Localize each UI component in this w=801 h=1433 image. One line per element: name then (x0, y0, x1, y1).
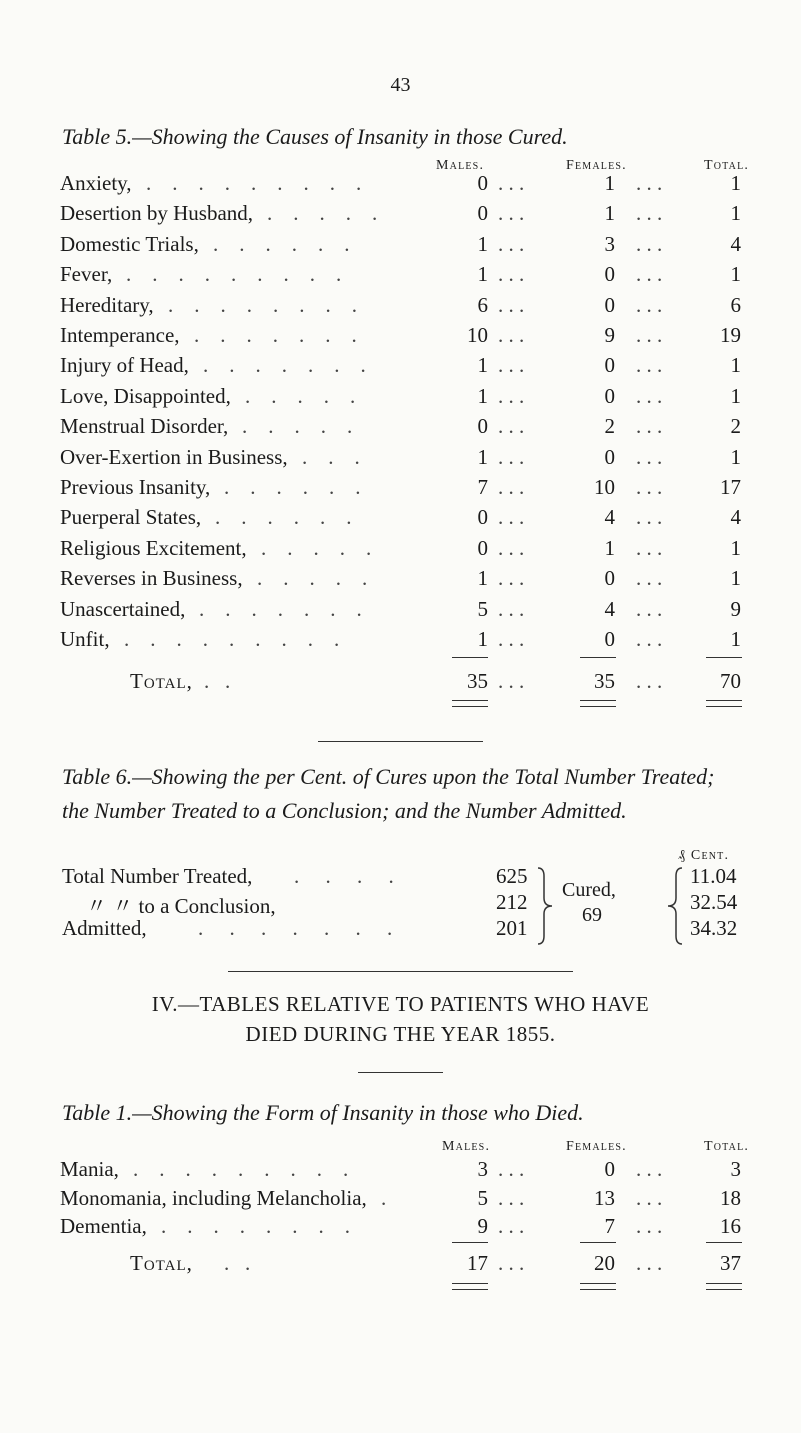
table1-dbl-males (452, 1283, 488, 1290)
row-females: 0 (604, 1157, 615, 1181)
table5-dbl-total (706, 700, 742, 707)
row-males: 1 (477, 444, 488, 469)
row-dots: . . . . . . (215, 505, 352, 530)
row-males: 0 (477, 414, 488, 439)
row-dots-2: . . . (498, 262, 525, 287)
row-females: 1 (604, 171, 615, 195)
row-dots: . . . . . . (213, 231, 350, 256)
table1-row (0, 1186, 801, 1216)
table1-total-row (0, 1251, 801, 1281)
table6-value: 201 (496, 916, 528, 940)
row-dots-2: . . . (498, 535, 525, 560)
row-males: 1 (477, 627, 488, 651)
row-label: Intemperance, (60, 323, 180, 347)
table5-row (0, 597, 801, 627)
row-dots: . . . . . . . (194, 323, 357, 347)
row-dots-3: . . . (636, 414, 663, 439)
row-dots-2: . . . (498, 353, 525, 378)
table6-dots: . . . . . . . (198, 916, 393, 940)
row-dots: . . . (302, 444, 360, 469)
table1-total-dots-3: . . . (636, 1251, 663, 1275)
table5-total-row (0, 669, 801, 699)
row-label: Unfit, (60, 627, 110, 651)
table6-cured-label: Cured, (562, 879, 616, 901)
table1-header-females: Females. (566, 1139, 627, 1154)
table1-rule-females (580, 1242, 616, 1243)
table5-total-females: 35 (594, 669, 615, 693)
table1-total-females: 20 (594, 1251, 615, 1275)
table5-caption: Table 5.—Showing the Causes of Insanity in those Cured. (62, 124, 568, 149)
row-total: 17 (720, 475, 741, 499)
page-number: 43 (390, 74, 411, 96)
table5-rule-males (452, 657, 488, 658)
table6-value: 212 (496, 890, 528, 914)
table5-header-females: Females. (566, 158, 627, 173)
row-total: 2 (730, 414, 741, 439)
row-label: Hereditary, (60, 292, 154, 317)
table5-row (0, 566, 801, 596)
row-males: 1 (477, 231, 488, 256)
row-dots-3: . . . (636, 383, 663, 408)
row-label: Fever, (60, 262, 113, 287)
row-label: Religious Excitement, (60, 535, 247, 560)
table6-brace-right (664, 866, 686, 946)
row-females: 0 (604, 292, 615, 317)
row-total: 19 (720, 323, 741, 347)
row-females: 10 (594, 475, 615, 499)
table1-rule-males (452, 1242, 488, 1243)
row-total: 4 (730, 231, 741, 256)
row-dots: . (381, 1185, 387, 1210)
table1-header-males: Males. (442, 1139, 491, 1154)
table5-row (0, 384, 801, 414)
table6-caption: Table 6.—Showing the per Cent. of Cures upon the Total Number Treated; the Number Treated to a Conclusion; and the Number Admitted. (62, 764, 715, 823)
row-dots-2: . . . (498, 171, 525, 195)
row-females: 4 (604, 505, 615, 530)
row-total: 1 (730, 627, 741, 651)
row-label: Puerperal States, (60, 505, 202, 530)
row-dots-3: . . . (636, 292, 663, 317)
table5-row (0, 232, 801, 262)
row-males: 1 (477, 566, 488, 591)
table5-total-total: 70 (720, 669, 741, 693)
table6-per-cent-header: ₰ Cent. (678, 848, 730, 863)
divider-3 (358, 1072, 443, 1073)
row-dots-2: . . . (498, 383, 525, 408)
table1-dbl-total (706, 1283, 742, 1290)
row-females: 2 (604, 414, 615, 439)
row-dots: . . . . . . . (203, 353, 366, 378)
table1-row (0, 1157, 801, 1187)
row-females: 13 (594, 1185, 615, 1210)
table5-rule-females (580, 657, 616, 658)
row-dots: . . . . . (245, 383, 356, 408)
table5-row (0, 505, 801, 535)
row-total: 1 (730, 383, 741, 408)
table5-rule-total (706, 657, 742, 658)
row-dots-2: . . . (498, 201, 525, 226)
row-males: 0 (477, 535, 488, 560)
row-total: 1 (730, 535, 741, 560)
table5-row (0, 627, 801, 657)
row-dots: . . . . . . . . . (126, 262, 342, 287)
row-dots-2: . . . (498, 292, 525, 317)
row-total: 1 (730, 262, 741, 287)
row-dots-2: . . . (498, 566, 525, 591)
table6-label: Total Number Treated, (62, 864, 253, 888)
row-total: 1 (730, 353, 741, 378)
row-label: Monomania, including Melancholia, (60, 1185, 367, 1210)
row-males: 0 (477, 201, 488, 226)
table6-cured-value: 69 (582, 904, 602, 926)
table1-rule-total (706, 1242, 742, 1243)
row-dots: . . . . . (267, 201, 378, 226)
table5-total-dots-2: . . . (498, 669, 525, 693)
row-males: 1 (477, 383, 488, 408)
table5-header-males: Males. (436, 158, 485, 173)
row-females: 9 (604, 323, 615, 347)
row-dots-2: . . . (498, 1185, 525, 1210)
table1-total-dots: . . (224, 1251, 251, 1275)
row-females: 0 (604, 262, 615, 287)
table6-label: 〃 〃 to a Conclusion, (86, 894, 276, 918)
row-males: 5 (477, 596, 488, 621)
row-label: Love, Disappointed, (60, 383, 231, 408)
row-females: 3 (604, 231, 615, 256)
row-dots-2: . . . (498, 414, 525, 439)
table5-total-dots: . . (204, 669, 231, 693)
row-males: 3 (477, 1157, 488, 1181)
row-label: Unascertained, (60, 596, 186, 621)
row-dots: . . . . . . . . . (146, 171, 362, 195)
row-label: Anxiety, (60, 171, 132, 195)
row-dots: . . . . . . . . . (124, 627, 340, 651)
table5-row (0, 353, 801, 383)
row-label: Desertion by Husband, (60, 201, 254, 226)
row-dots-3: . . . (636, 353, 663, 378)
row-label: Domestic Trials, (60, 231, 199, 256)
row-dots: . . . . . . (224, 475, 361, 499)
section-heading-line1: IV.—TABLES RELATIVE TO PATIENTS WHO HAVE (151, 992, 650, 1016)
row-dots-3: . . . (636, 1157, 663, 1181)
row-dots-3: . . . (636, 231, 663, 256)
table6-value: 625 (496, 864, 528, 888)
row-dots: . . . . . . . . (161, 1214, 350, 1238)
row-females: 1 (604, 535, 615, 560)
row-total: 18 (720, 1185, 741, 1210)
row-label: Menstrual Disorder, (60, 414, 229, 439)
row-dots-3: . . . (636, 444, 663, 469)
table5-dbl-males (452, 700, 488, 707)
row-dots-3: . . . (636, 171, 663, 195)
row-dots-3: . . . (636, 1214, 663, 1238)
row-dots: . . . . . (257, 566, 368, 591)
row-females: 0 (604, 444, 615, 469)
row-females: 0 (604, 566, 615, 591)
row-dots: . . . . . (261, 535, 372, 560)
table5-row (0, 323, 801, 353)
row-dots-2: . . . (498, 627, 525, 651)
divider-1 (318, 741, 483, 742)
row-dots: . . . . . . . . (168, 292, 357, 317)
row-dots-3: . . . (636, 596, 663, 621)
table1-dbl-females (580, 1283, 616, 1290)
table1-total-total: 37 (720, 1251, 741, 1275)
table5-row (0, 414, 801, 444)
row-females: 4 (604, 596, 615, 621)
row-dots-3: . . . (636, 505, 663, 530)
row-females: 0 (604, 383, 615, 408)
table5-total-males: 35 (467, 669, 488, 693)
row-males: 5 (477, 1185, 488, 1210)
row-females: 0 (604, 627, 615, 651)
table1-row (0, 1214, 801, 1244)
table6-pct: 32.54 (690, 890, 738, 914)
row-dots-3: . . . (636, 262, 663, 287)
table1-total-label: Total, (130, 1251, 193, 1275)
table5-row (0, 475, 801, 505)
row-total: 9 (730, 596, 741, 621)
row-total: 6 (730, 292, 741, 317)
row-label: Injury of Head, (60, 353, 189, 378)
row-dots-2: . . . (498, 231, 525, 256)
row-dots-2: . . . (498, 444, 525, 469)
row-dots-3: . . . (636, 475, 663, 499)
row-dots-2: . . . (498, 1157, 525, 1181)
table5-row (0, 445, 801, 475)
row-dots-3: . . . (636, 323, 663, 347)
table6-label: Admitted, (62, 916, 147, 940)
row-dots-2: . . . (498, 1214, 525, 1238)
row-males: 7 (477, 475, 488, 499)
row-label: Previous Insanity, (60, 475, 211, 499)
row-dots-2: . . . (498, 505, 525, 530)
row-males: 10 (467, 323, 488, 347)
table5-row (0, 293, 801, 323)
row-females: 1 (604, 201, 615, 226)
row-label: Over-Exertion in Business, (60, 444, 288, 469)
table1-header-total: Total. (704, 1139, 750, 1154)
row-total: 4 (730, 505, 741, 530)
row-label: Dementia, (60, 1214, 147, 1238)
row-dots-2: . . . (498, 596, 525, 621)
table6-pct: 11.04 (690, 864, 737, 888)
section-heading-line2: DIED DURING THE YEAR 1855. (245, 1022, 556, 1046)
row-males: 1 (477, 262, 488, 287)
divider-2 (228, 971, 573, 972)
table5-row (0, 171, 801, 201)
table6-brace-left (534, 866, 556, 946)
row-dots: . . . . . . . . . (133, 1157, 349, 1181)
row-total: 3 (730, 1157, 741, 1181)
row-females: 0 (604, 353, 615, 378)
row-dots: . . . . . (242, 414, 353, 439)
row-dots-3: . . . (636, 566, 663, 591)
row-total: 1 (730, 566, 741, 591)
row-males: 6 (477, 292, 488, 317)
row-females: 7 (604, 1214, 615, 1238)
row-dots-2: . . . (498, 323, 525, 347)
row-males: 0 (477, 505, 488, 530)
row-total: 1 (730, 171, 741, 195)
table5-total-label: Total, (130, 669, 193, 693)
row-dots-3: . . . (636, 1185, 663, 1210)
row-males: 9 (477, 1214, 488, 1238)
row-total: 16 (720, 1214, 741, 1238)
table1-total-dots-2: . . . (498, 1251, 525, 1275)
row-males: 0 (477, 171, 488, 195)
table5-header-total: Total. (704, 158, 750, 173)
table5-row (0, 262, 801, 292)
table6-dots: . . . . (294, 864, 394, 888)
table6-pct: 34.32 (690, 916, 738, 940)
table5-dbl-females (580, 700, 616, 707)
row-males: 1 (477, 353, 488, 378)
table5-total-dots-3: . . . (636, 669, 663, 693)
row-dots: . . . . . . . (199, 596, 362, 621)
table1-caption: Table 1.—Showing the Form of Insanity in those who Died. (62, 1100, 584, 1125)
table5-row (0, 201, 801, 231)
table5-row (0, 536, 801, 566)
row-label: Reverses in Business, (60, 566, 243, 591)
row-total: 1 (730, 444, 741, 469)
row-total: 1 (730, 201, 741, 226)
row-dots-3: . . . (636, 201, 663, 226)
row-dots-2: . . . (498, 475, 525, 499)
row-label: Mania, (60, 1157, 119, 1181)
table1-total-males: 17 (467, 1251, 488, 1275)
row-dots-3: . . . (636, 535, 663, 560)
row-dots-3: . . . (636, 627, 663, 651)
